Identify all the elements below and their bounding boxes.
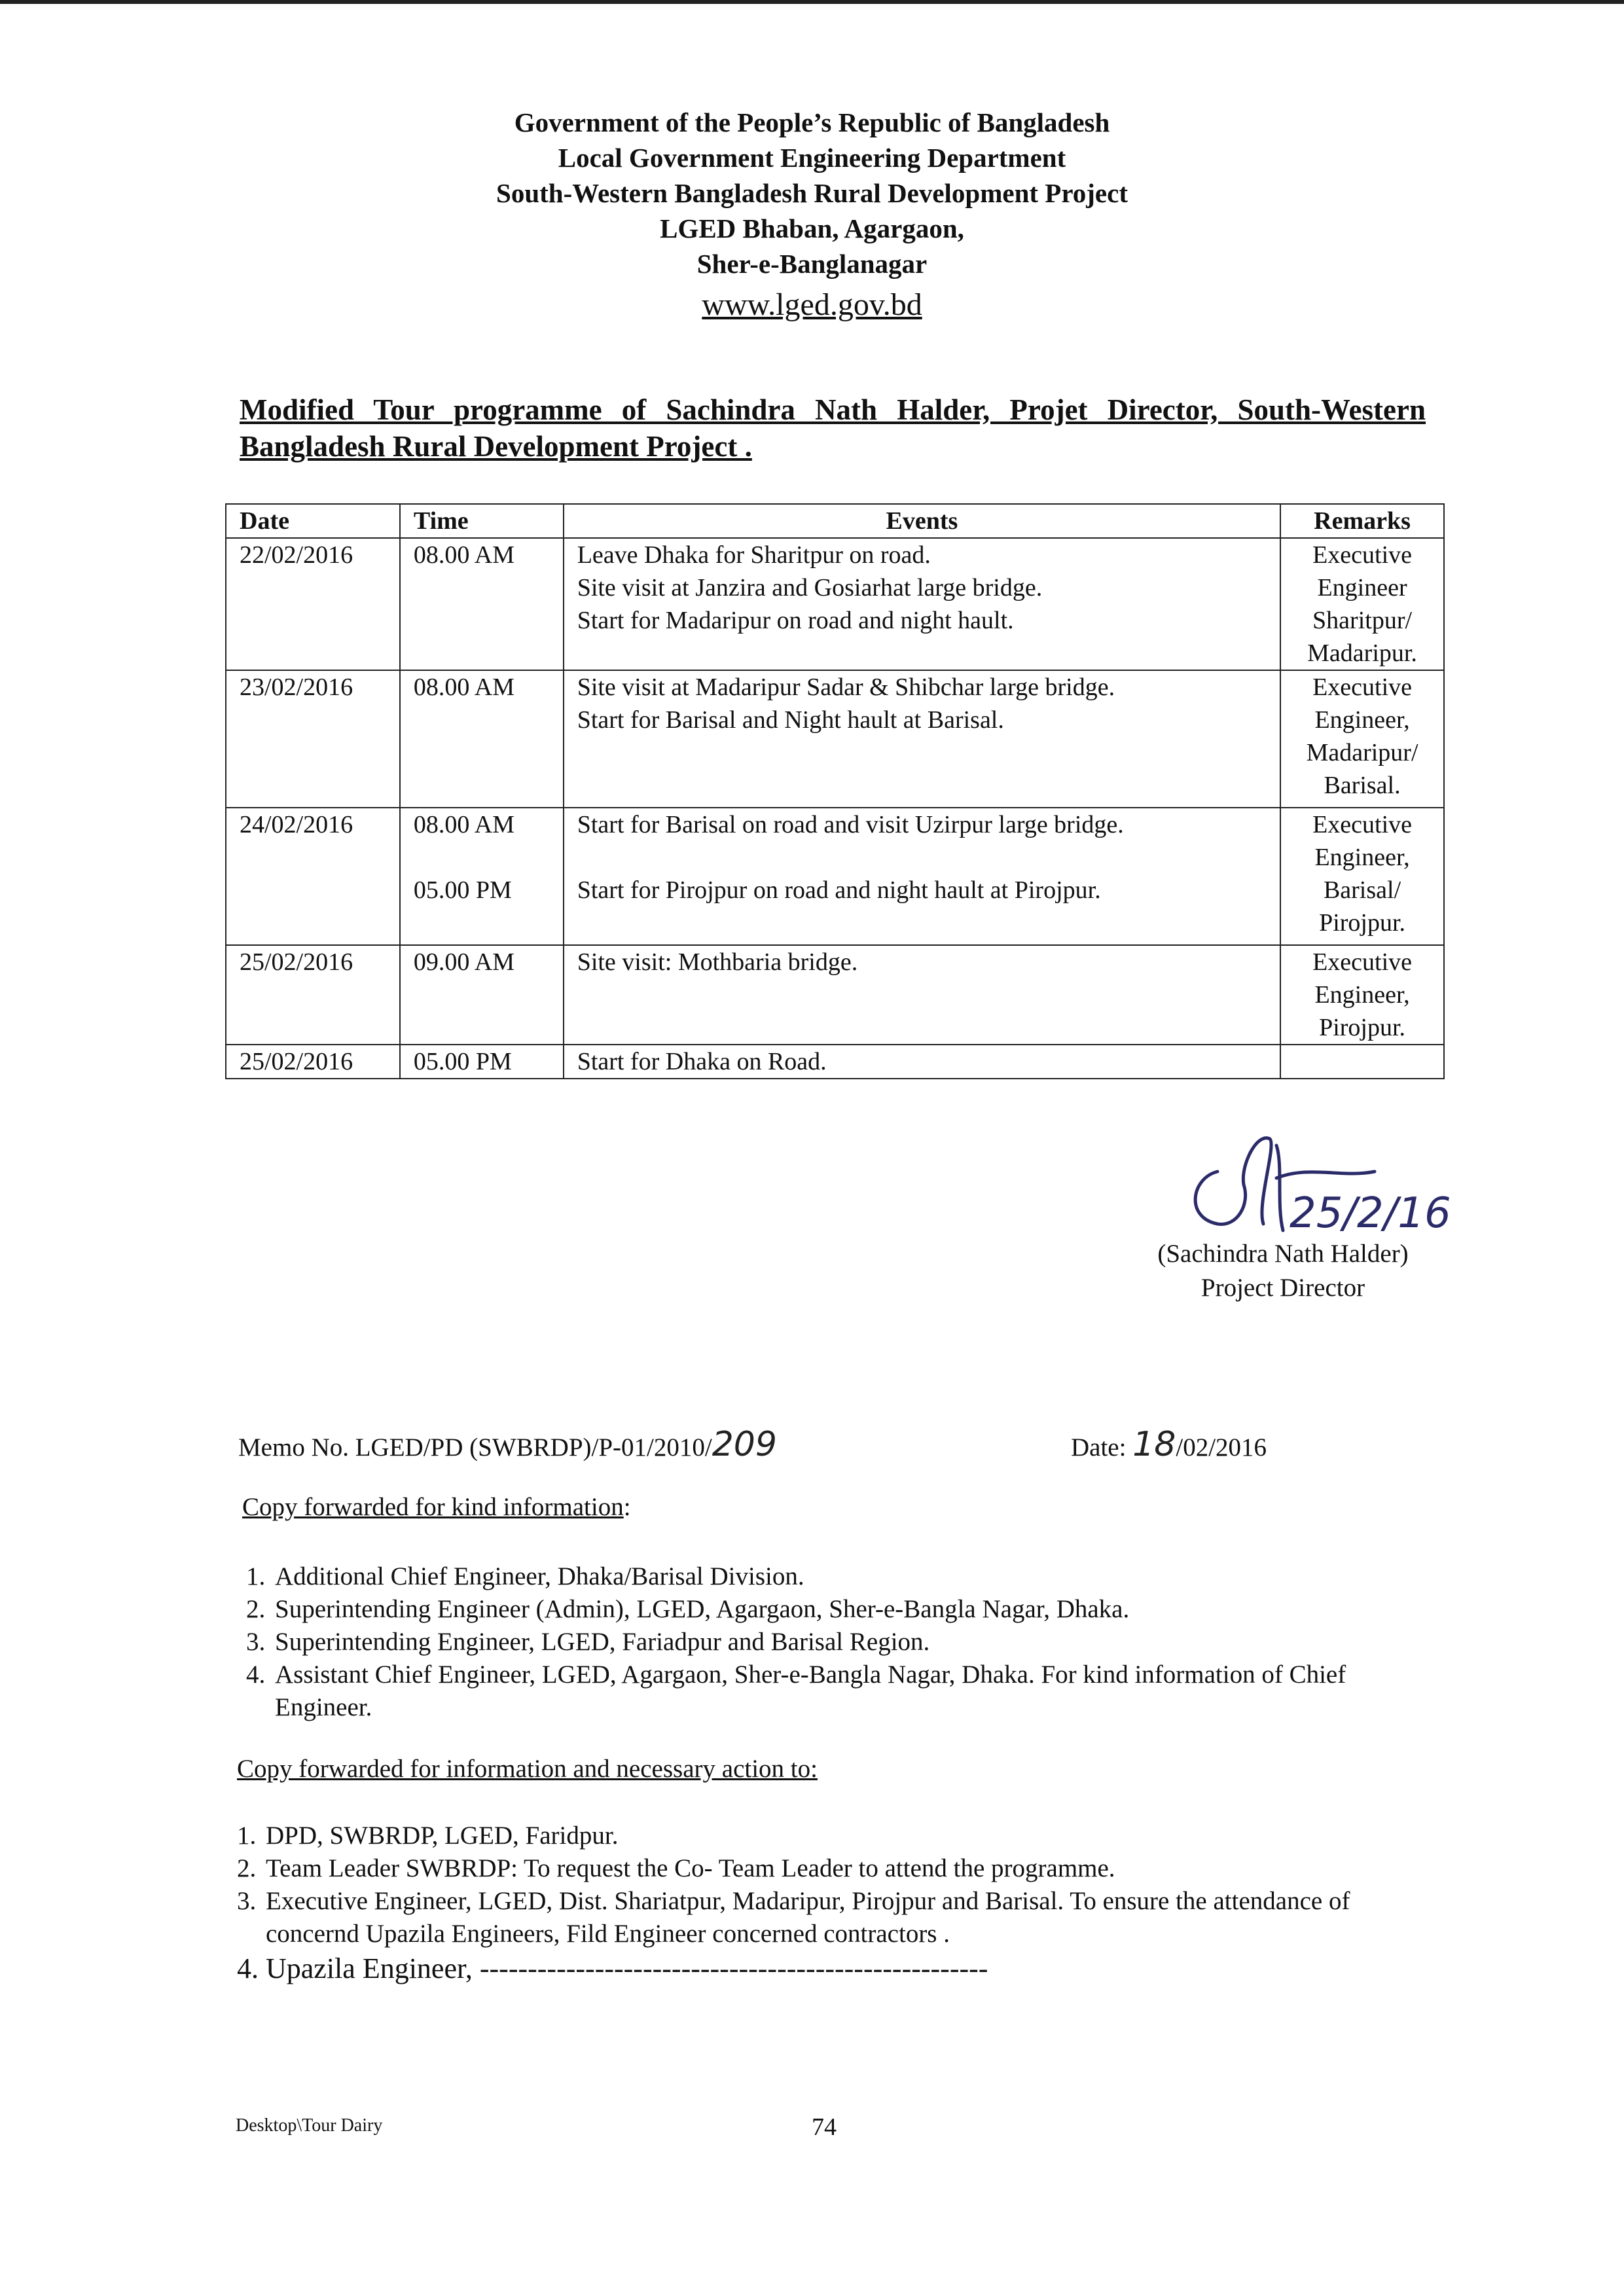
spacer bbox=[577, 841, 1267, 874]
copy-info-heading-text: Copy forwarded for kind information bbox=[242, 1493, 624, 1521]
column-header-time: Time bbox=[400, 504, 564, 538]
event-line: Site visit at Janzira and Gosiarhat large bridge. bbox=[577, 574, 1043, 601]
header-line-project: South-Western Bangladesh Rural Development Project bbox=[496, 178, 1128, 208]
copy-action-heading: Copy forwarded for information and necessary action to: bbox=[237, 1755, 818, 1783]
tour-schedule-table bbox=[225, 503, 1445, 1079]
page-number: 74 bbox=[812, 2113, 837, 2141]
spacer bbox=[414, 841, 550, 874]
signature-date: 25/2/16 bbox=[1290, 1189, 1451, 1238]
signatory-designation: Project Director bbox=[1200, 1274, 1365, 1302]
header-line-address1: LGED Bhaban, Agargaon, bbox=[660, 213, 964, 243]
signatory-name: (Sachindra Nath Halder) bbox=[1157, 1240, 1409, 1268]
list-item: 3. Superintending Engineer, LGED, Fariadpur and Barisal Region. bbox=[246, 1628, 930, 1656]
cell-date: 22/02/2016 bbox=[226, 538, 400, 670]
table-row bbox=[226, 1045, 1444, 1079]
signatory-block bbox=[1126, 1237, 1440, 1305]
header-line-government: Government of the People’s Republic of Bangladesh bbox=[514, 107, 1110, 137]
header-line-address2: Sher-e-Banglanagar bbox=[696, 249, 928, 279]
cell-events: Site visit: Mothbaria bridge. bbox=[564, 945, 1280, 1045]
list-item: 2. Superintending Engineer (Admin), LGED, Agargaon, Sher-e-Bangla Nagar, Dhaka. bbox=[246, 1595, 1130, 1623]
memo-date-day-handwritten: 18 bbox=[1132, 1425, 1176, 1464]
column-header-remarks: Remarks bbox=[1280, 504, 1444, 538]
event-line: Start for Barisal and Night hault at Barisal. bbox=[577, 706, 1004, 734]
letterhead bbox=[0, 105, 1624, 326]
copy-info-list bbox=[246, 1560, 1405, 1724]
list-item: 4. Upazila Engineer, ----------------------------------------------------- bbox=[237, 1952, 988, 1984]
event-line: Leave Dhaka for Sharitpur on road. bbox=[577, 541, 931, 569]
cell-remarks: Executive Engineer, Pirojpur. bbox=[1280, 945, 1444, 1045]
list-item: 1. DPD, SWBRDP, LGED, Faridpur. bbox=[237, 1821, 619, 1850]
time-line: 05.00 PM bbox=[413, 876, 512, 904]
cell-events: Start for Dhaka on Road. bbox=[564, 1045, 1280, 1079]
footer-file-path: Desktop\Tour Dairy bbox=[236, 2115, 383, 2136]
cell-date: 23/02/2016 bbox=[226, 670, 400, 808]
list-item: 3. Executive Engineer, LGED, Dist. Shariatpur, Madaripur, Pirojpur and Barisal. To ensure the attendance of concernd Upazila Engineers, Fild Engineer concerned contractors . bbox=[237, 1887, 1350, 1948]
cell-events bbox=[564, 808, 1280, 945]
event-line: Site visit at Madaripur Sadar & Shibchar large bridge. bbox=[577, 673, 1115, 701]
cell-remarks: Executive Engineer Sharitpur/ Madaripur. bbox=[1280, 538, 1444, 670]
memo-date-label: Date: bbox=[1071, 1433, 1127, 1462]
event-line: Start for Pirojpur on road and night hault at Pirojpur. bbox=[577, 876, 1101, 904]
cell-time: 08.00 AM bbox=[400, 538, 564, 670]
document-title: Modified Tour programme of Sachindra Nath Halder, Projet Director, South-Western Bangladesh Rural Development Project . bbox=[240, 393, 1426, 463]
memo-date bbox=[1071, 1427, 1267, 1465]
cell-time: 08.00 AM bbox=[400, 670, 564, 808]
column-header-date: Date bbox=[226, 504, 400, 538]
memo-number-handwritten: 209 bbox=[712, 1425, 777, 1464]
memo-number bbox=[238, 1427, 777, 1465]
list-item: 1. Additional Chief Engineer, Dhaka/Barisal Division. bbox=[246, 1562, 804, 1590]
scan-top-border bbox=[0, 0, 1624, 4]
header-line-department: Local Government Engineering Department bbox=[558, 143, 1066, 173]
table-row bbox=[226, 670, 1444, 808]
cell-date: 25/02/2016 bbox=[226, 945, 400, 1045]
table-row bbox=[226, 945, 1444, 1045]
time-line: 08.00 AM bbox=[413, 811, 515, 838]
table-row bbox=[226, 538, 1444, 670]
cell-remarks: Executive Engineer, Madaripur/ Barisal. bbox=[1280, 670, 1444, 808]
cell-date: 24/02/2016 bbox=[226, 808, 400, 945]
event-line: Start for Barisal on road and visit Uzirpur large bridge. bbox=[577, 811, 1124, 838]
memo-date-rest: /02/2016 bbox=[1176, 1433, 1267, 1462]
table-header-row bbox=[226, 504, 1444, 538]
memo-number-prefix: Memo No. LGED/PD (SWBRDP)/P-01/2010/ bbox=[238, 1433, 712, 1462]
list-item: 2. Team Leader SWBRDP: To request the Co- Team Leader to attend the programme. bbox=[237, 1854, 1115, 1882]
cell-remarks: Executive Engineer, Barisal/ Pirojpur. bbox=[1280, 808, 1444, 945]
table-row bbox=[226, 808, 1444, 945]
copy-action-list bbox=[237, 1820, 1402, 1987]
list-item: 4. Assistant Chief Engineer, LGED, Agargaon, Sher-e-Bangla Nagar, Dhaka. For kind information of Chief Engineer. bbox=[246, 1660, 1346, 1721]
cell-events bbox=[564, 670, 1280, 808]
cell-time: 05.00 PM bbox=[400, 1045, 564, 1079]
copy-info-heading-suffix: : bbox=[623, 1493, 631, 1521]
cell-date: 25/02/2016 bbox=[226, 1045, 400, 1079]
cell-time: 09.00 AM bbox=[400, 945, 564, 1045]
event-line: Start for Madaripur on road and night hault. bbox=[577, 607, 1014, 634]
website-link[interactable]: www.lged.gov.bd bbox=[702, 287, 922, 322]
cell-time bbox=[400, 808, 564, 945]
cell-events bbox=[564, 538, 1280, 670]
cell-remarks bbox=[1280, 1045, 1444, 1079]
copy-info-heading bbox=[242, 1490, 631, 1525]
column-header-events: Events bbox=[564, 504, 1280, 538]
